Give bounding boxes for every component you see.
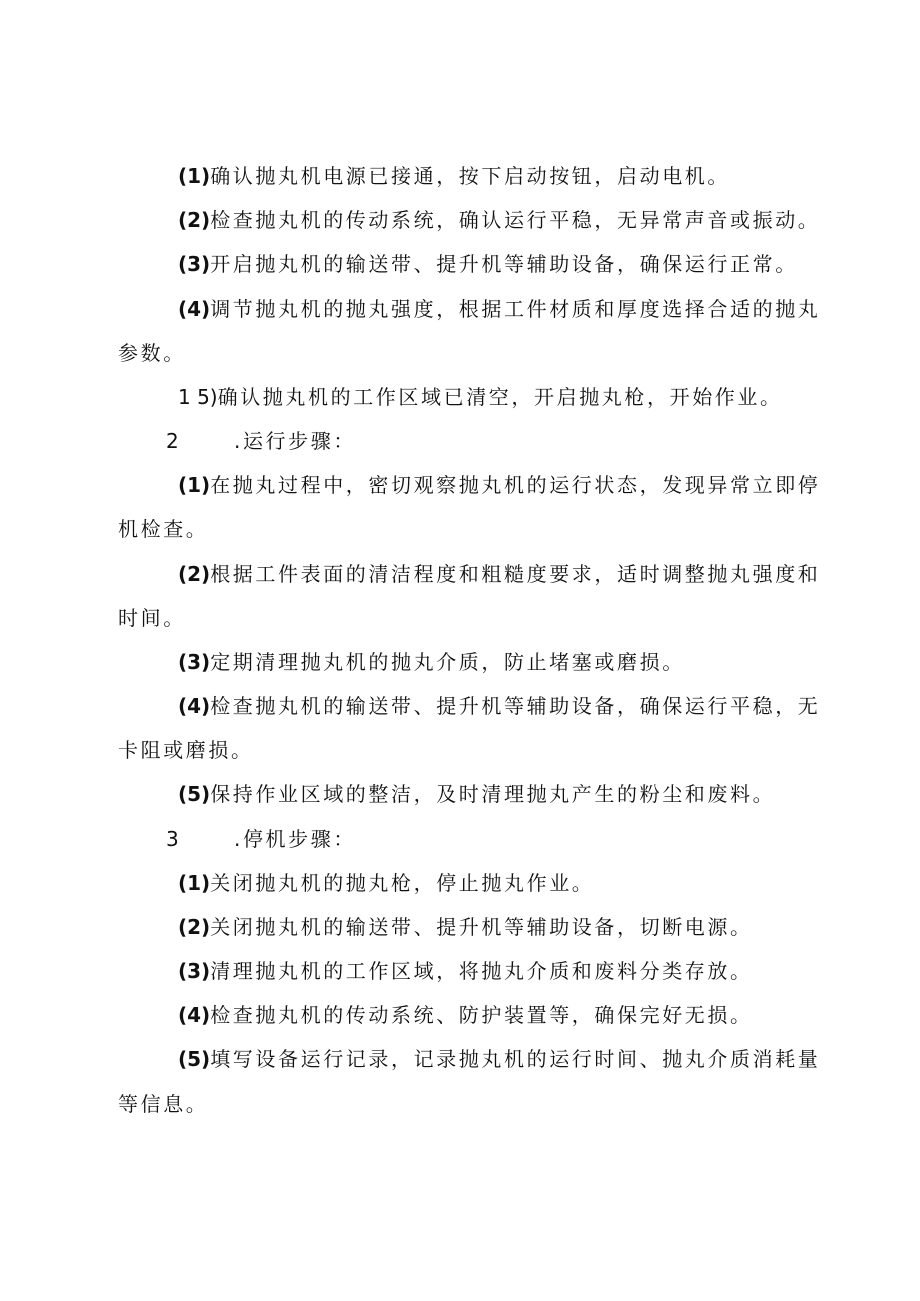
run-step-3: (3)定期清理抛丸机的抛丸介质，防止堵塞或磨损。 <box>178 650 685 674</box>
stop-step-1: (1)关闭抛丸机的抛丸枪，停止抛丸作业。 <box>178 871 595 895</box>
run-step-1-continuation: 机检查。 <box>118 517 209 541</box>
section-2-number: 2 <box>166 429 179 453</box>
start-step-4: (4)调节抛丸机的抛丸强度，根据工件材质和厚度选择合适的抛丸 <box>178 297 821 321</box>
start-step-3: (3)开启抛丸机的输送带、提升机等辅助设备，确保运行正常。 <box>178 252 798 276</box>
run-step-2: (2)根据工件表面的清洁程度和粗糙度要求，适时调整抛丸强度和 <box>178 562 821 586</box>
run-step-4: (4)检查抛丸机的输送带、提升机等辅助设备，确保运行平稳，无 <box>178 694 821 718</box>
stop-step-4: (4)检查抛丸机的传动系统、防护装置等，确保完好无损。 <box>178 1003 753 1027</box>
section-3-number: 3 <box>166 827 179 851</box>
section-3-title: .停机步骤： <box>234 827 356 851</box>
stop-step-5: (5)填写设备运行记录，记录抛丸机的运行时间、抛丸介质消耗量 <box>178 1047 821 1071</box>
section-2-title: .运行步骤： <box>234 429 356 453</box>
start-step-2: (2)检查抛丸机的传动系统，确认运行平稳，无异常声音或振动。 <box>178 208 821 232</box>
stop-step-2: (2)关闭抛丸机的输送带、提升机等辅助设备，切断电源。 <box>178 915 753 939</box>
start-step-4-continuation: 参数。 <box>118 341 186 365</box>
stop-step-5-continuation: 等信息。 <box>118 1092 209 1116</box>
run-step-2-continuation: 时间。 <box>118 606 186 630</box>
run-step-4-continuation: 卡阻或磨损。 <box>118 738 254 762</box>
start-step-1: (1)确认抛丸机电源已接通，按下启动按钮，启动电机。 <box>178 164 731 188</box>
run-step-5: (5)保持作业区域的整洁，及时清理抛丸产生的粉尘和废料。 <box>178 782 776 806</box>
start-step-5: 1 5)确认抛丸机的工作区域已清空，开启抛丸枪，开始作业。 <box>178 385 783 409</box>
stop-step-3: (3)清理抛丸机的工作区域，将抛丸介质和废料分类存放。 <box>178 959 753 983</box>
run-step-1: (1)在抛丸过程中，密切观察抛丸机的运行状态，发现异常立即停 <box>178 473 821 497</box>
